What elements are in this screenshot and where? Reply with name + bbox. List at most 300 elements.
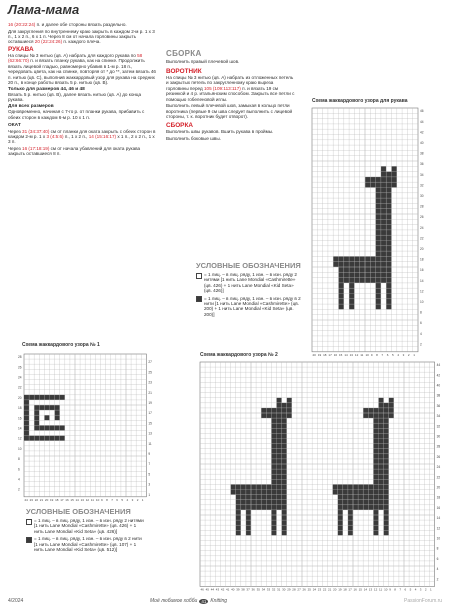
dark-cell <box>343 495 348 500</box>
row-number: 46 <box>420 109 424 114</box>
dark-cell <box>39 395 44 400</box>
dark-cell <box>389 413 394 418</box>
dark-cell <box>363 505 368 510</box>
dark-cell <box>379 474 384 479</box>
column-number: 24 <box>24 497 28 502</box>
dark-cell <box>353 505 358 510</box>
row-number: 12 <box>18 436 22 441</box>
row-number: 16 <box>420 268 424 273</box>
sleeve-chart-title: Схема жаккардового узора для рукава <box>312 98 408 104</box>
column-number: 30 <box>282 587 286 592</box>
dark-cell <box>277 484 282 489</box>
dark-cell <box>246 525 251 530</box>
dark-cell <box>277 505 282 510</box>
dark-cell <box>246 530 251 535</box>
size-numbers: 58 (62:66:70) <box>8 53 143 64</box>
dark-cell <box>55 425 60 430</box>
dark-cell <box>389 408 394 413</box>
dark-cell <box>256 490 261 495</box>
dark-cell <box>373 479 378 484</box>
column-number: 14 <box>75 497 79 502</box>
row-number: 16 <box>436 505 441 510</box>
dark-cell <box>381 166 386 171</box>
dark-cell <box>277 459 282 464</box>
dark-cell <box>29 395 34 400</box>
dark-cell <box>379 495 384 500</box>
dark-cell <box>349 272 354 277</box>
dark-cell <box>381 272 386 277</box>
dark-cell <box>339 278 344 283</box>
dark-cell <box>271 423 276 428</box>
dark-cell <box>246 484 251 489</box>
column-number: 18 <box>343 587 347 592</box>
dark-cell <box>379 490 384 495</box>
dark-cell <box>348 490 353 495</box>
dark-cell <box>251 490 256 495</box>
dark-cell <box>353 490 358 495</box>
column-number: 24 <box>312 587 317 592</box>
dark-cell <box>282 495 287 500</box>
dark-cell <box>381 256 386 261</box>
dark-cell <box>386 198 391 203</box>
column-number: 39 <box>236 587 240 592</box>
dark-cell <box>386 225 391 230</box>
column-number: 32 <box>271 587 276 592</box>
dark-cell <box>384 495 389 500</box>
column-number: 5 <box>409 587 412 592</box>
dark-cell <box>386 283 391 288</box>
dark-cell <box>282 423 287 428</box>
row-number: 36 <box>436 403 441 408</box>
dark-cell <box>271 500 276 505</box>
row-number: 2 <box>420 342 422 347</box>
column-number: 29 <box>287 587 291 592</box>
dark-cell <box>282 439 287 444</box>
column-number: 36 <box>251 587 255 592</box>
dark-cell <box>344 256 349 261</box>
dark-cell <box>344 278 349 283</box>
row-number: 44 <box>420 119 424 124</box>
dark-cell <box>282 479 287 484</box>
dark-cell <box>271 454 276 459</box>
dark-cell <box>379 444 384 449</box>
dark-cell <box>236 510 241 515</box>
dark-cell <box>231 484 236 489</box>
sleeves-heading: РУКАВА <box>8 46 34 53</box>
column-number: 2 <box>407 352 410 357</box>
row-number: 21 <box>148 390 152 395</box>
dark-cell <box>358 484 363 489</box>
dark-cell <box>349 256 354 261</box>
row-number: 14 <box>436 516 441 521</box>
dark-cell <box>44 395 49 400</box>
dark-cell <box>384 444 389 449</box>
row-number: 34 <box>420 172 424 177</box>
column-number: 4 <box>397 352 400 357</box>
row-number: 30 <box>436 434 441 439</box>
dark-cell <box>266 408 271 413</box>
dark-cell <box>236 495 241 500</box>
dark-cell <box>277 403 282 408</box>
dark-cell <box>368 490 373 495</box>
paragraph: Одновременно, начиная с 7-го р. от планки рукава, прибавить с обеих сторон в каждом 6-м р. 10 х 1 п. <box>8 109 145 120</box>
dark-cell <box>348 520 353 525</box>
column-number: 3 <box>131 497 134 502</box>
left-text-column <box>8 22 156 158</box>
dark-cell <box>261 490 266 495</box>
dark-cell <box>376 177 381 182</box>
magazine-name: Моё любимое хобби <box>150 598 198 604</box>
dark-cell <box>343 490 348 495</box>
legend-text: = 1 лиц. – в лиц. ряду, 1 изн. – в изн. ряду 2 нитями [1 нить Lane Mondial «Cashmirette» (цв. 426) + 1 нить Lane Mondial «Kid Seta» (цв. 426)] <box>204 272 297 294</box>
dark-cell <box>282 469 287 474</box>
dark-cell <box>24 410 29 415</box>
row-number: 7 <box>148 462 151 467</box>
dark-cell <box>241 500 246 505</box>
dark-cell <box>282 403 287 408</box>
dark-cell <box>376 235 381 240</box>
column-number: 1 <box>430 587 432 592</box>
dark-cell <box>376 294 381 299</box>
dark-cell <box>256 484 261 489</box>
dark-cell <box>271 444 276 449</box>
column-number: 3 <box>402 352 405 357</box>
dark-cell <box>277 454 282 459</box>
dark-cell <box>236 490 241 495</box>
dark-cell <box>333 256 338 261</box>
dark-cell <box>333 262 338 267</box>
column-number: 22 <box>322 587 327 592</box>
column-number: 7 <box>381 352 384 357</box>
column-number: 6 <box>386 352 389 357</box>
dark-cell <box>392 172 397 177</box>
dark-cell <box>365 272 370 277</box>
dark-cell <box>370 177 375 182</box>
dark-cell <box>271 464 276 469</box>
dark-cell <box>384 525 389 530</box>
dark-cell <box>251 484 256 489</box>
column-number: 19 <box>317 352 322 357</box>
dark-cell <box>381 214 386 219</box>
dark-cell <box>354 262 359 267</box>
dark-cell <box>368 413 373 418</box>
dark-cell <box>348 510 353 515</box>
dark-cell <box>338 500 343 505</box>
dark-cell <box>24 395 29 400</box>
dark-cell <box>55 395 60 400</box>
dark-cell <box>360 272 365 277</box>
dark-cell <box>373 490 378 495</box>
dark-cell <box>379 413 384 418</box>
dark-cell <box>379 408 384 413</box>
dark-cell <box>354 278 359 283</box>
dark-cell <box>368 495 373 500</box>
dark-cell <box>60 436 65 441</box>
dark-cell <box>50 405 55 410</box>
row-number: 30 <box>420 194 424 199</box>
dark-cell <box>381 203 386 208</box>
dark-cell <box>333 490 338 495</box>
text: На спицы № 3 нитью (цв. А) набрать из отложенных петель и закрытых петель по закругленному краю выреза горловины перед <box>166 74 294 91</box>
dark-cell <box>348 505 353 510</box>
paragraph: Выполнить боковые швы. <box>166 135 221 141</box>
dark-cell <box>386 288 391 293</box>
row-number: 24 <box>436 465 441 470</box>
column-number: 5 <box>121 497 124 502</box>
dark-cell <box>373 500 378 505</box>
dark-cell <box>271 479 276 484</box>
column-number: 31 <box>277 587 281 592</box>
column-number: 33 <box>266 587 271 592</box>
dark-cell <box>261 500 266 505</box>
dark-cell <box>360 278 365 283</box>
dark-cell <box>384 464 389 469</box>
column-number: 10 <box>95 497 100 502</box>
dark-cell <box>373 525 378 530</box>
dark-cell <box>271 449 276 454</box>
dark-cell <box>384 505 389 510</box>
dark-cell <box>24 415 29 420</box>
dark-cell <box>287 403 292 408</box>
dark-cell <box>338 515 343 520</box>
dark-cell <box>381 225 386 230</box>
dark-cell <box>251 505 256 510</box>
dark-cell <box>384 459 389 464</box>
text: Через <box>8 146 23 152</box>
dark-cell <box>271 525 276 530</box>
dark-cell <box>376 241 381 246</box>
dark-cell <box>277 423 282 428</box>
dark-cell <box>379 398 384 403</box>
dark-cell <box>373 495 378 500</box>
dark-cell <box>365 177 370 182</box>
dark-cell <box>379 403 384 408</box>
dark-cell <box>261 408 266 413</box>
dark-cell <box>381 278 386 283</box>
dark-cell <box>386 209 391 214</box>
dark-cell <box>381 209 386 214</box>
dark-cell <box>363 495 368 500</box>
dark-cell <box>246 515 251 520</box>
row-number: 15 <box>148 421 152 426</box>
legend-text: = 1 лиц. – в лиц. ряду, 1 изн. – в изн. ряду в 2 нити [1 нить Lane Mondial «Cashmirette» (цв. 107) + 1 нить Lane Mondial «Kid Seta» (цв. 512)] <box>34 536 142 553</box>
row-number: 4 <box>436 567 439 572</box>
dark-cell <box>55 415 60 420</box>
dark-cell <box>349 299 354 304</box>
column-number: 46 <box>200 587 204 592</box>
dark-cell <box>370 262 375 267</box>
dark-cell <box>376 230 381 235</box>
dark-cell <box>384 454 389 459</box>
text: п. и далее обе стороны вязать раздельно. <box>35 22 127 27</box>
dark-cell <box>261 495 266 500</box>
column-number: 19 <box>338 587 342 592</box>
dark-cell <box>376 225 381 230</box>
middle-text-column <box>166 50 296 143</box>
text: Для закругления по внутреннему краю закрыть в каждом 2-м р. 1 х 3 п., 1 х 2 п., 6 х 1 п. Через 8 см от начала горловины закрыть оставшиеся <box>8 28 155 45</box>
dark-cell <box>386 304 391 309</box>
dark-cell <box>373 484 378 489</box>
column-number: 41 <box>226 587 230 592</box>
dark-cell <box>39 436 44 441</box>
dark-cell <box>277 408 282 413</box>
dark-cell <box>381 267 386 272</box>
dark-cell <box>236 520 241 525</box>
column-number: 9 <box>101 497 103 502</box>
dark-cell <box>381 193 386 198</box>
dark-cell <box>381 230 386 235</box>
dark-cell <box>338 510 343 515</box>
column-number: 9 <box>370 352 373 357</box>
dark-cell <box>386 241 391 246</box>
dark-cell <box>373 515 378 520</box>
row-number: 24 <box>18 375 22 380</box>
dark-cell <box>277 464 282 469</box>
dark-cell <box>266 484 271 489</box>
dark-cell <box>376 304 381 309</box>
dark-cell <box>60 425 65 430</box>
dark-cell <box>373 413 378 418</box>
dark-cell <box>256 500 261 505</box>
dark-cell <box>339 299 344 304</box>
dark-cell <box>373 433 378 438</box>
dark-cell <box>39 425 44 430</box>
dark-cell <box>373 454 378 459</box>
dark-cell <box>363 500 368 505</box>
dark-cell <box>381 182 386 187</box>
dark-cell <box>384 469 389 474</box>
dark-cell <box>282 408 287 413</box>
dark-cell <box>365 267 370 272</box>
dark-cell <box>277 428 282 433</box>
dark-cell <box>282 490 287 495</box>
dark-cell <box>349 278 354 283</box>
light-cell-icon <box>26 519 32 525</box>
dark-cell <box>386 230 391 235</box>
row-number: 19 <box>148 400 152 405</box>
row-number: 44 <box>436 363 441 368</box>
dark-cell <box>50 436 55 441</box>
dark-cell <box>373 418 378 423</box>
dark-cell <box>348 500 353 505</box>
dark-cell <box>370 272 375 277</box>
dark-cell <box>379 449 384 454</box>
dark-cell <box>349 288 354 293</box>
column-number: 20 <box>333 587 337 592</box>
dark-cell <box>282 454 287 459</box>
row-number: 42 <box>420 130 424 135</box>
dark-cell <box>241 505 246 510</box>
dark-cell <box>354 256 359 261</box>
row-number: 23 <box>148 380 152 385</box>
size-numbers: 16 (17:18:19) <box>22 146 50 152</box>
dark-cell <box>379 454 384 459</box>
dark-cell <box>277 413 282 418</box>
row-number: 24 <box>420 225 424 230</box>
dark-cell <box>277 444 282 449</box>
dark-cell <box>339 267 344 272</box>
dark-cell <box>261 505 266 510</box>
dark-cell <box>277 490 282 495</box>
text: п. каждого плеча. <box>62 39 101 45</box>
dark-cell <box>389 403 394 408</box>
dark-cell <box>373 423 378 428</box>
row-number: 25 <box>148 370 152 375</box>
dark-cell <box>386 172 391 177</box>
dark-cell <box>370 182 375 187</box>
dark-cell <box>241 495 246 500</box>
dark-cell <box>348 530 353 535</box>
text: см от начала убавлений для оката рукава закрыть оставшиеся 8 п. <box>8 146 141 157</box>
dark-cell <box>384 403 389 408</box>
column-number: 7 <box>399 587 402 592</box>
row-number: 18 <box>420 257 424 262</box>
dark-cell <box>384 530 389 535</box>
dark-cell <box>379 505 384 510</box>
row-number: 28 <box>420 204 424 209</box>
dark-cell <box>246 490 251 495</box>
light-cell-icon <box>196 273 202 279</box>
legend-item <box>196 272 302 294</box>
dark-cell <box>339 283 344 288</box>
dark-cell <box>348 495 353 500</box>
row-number: 5 <box>148 472 151 477</box>
dark-cell <box>376 219 381 224</box>
row-number: 10 <box>436 536 441 541</box>
dark-cell <box>282 413 287 418</box>
row-number: 28 <box>436 444 441 449</box>
dark-cell <box>358 490 363 495</box>
dark-cell <box>370 256 375 261</box>
dark-cell <box>282 500 287 505</box>
dark-cell <box>282 433 287 438</box>
dark-cell <box>282 444 287 449</box>
dark-cell <box>386 177 391 182</box>
dark-cell <box>282 449 287 454</box>
dark-cell <box>271 408 276 413</box>
dark-cell <box>44 436 49 441</box>
dark-cell <box>282 525 287 530</box>
column-number: 19 <box>50 497 54 502</box>
column-number: 11 <box>379 587 383 592</box>
dark-cell <box>34 395 39 400</box>
dark-cell <box>353 495 358 500</box>
paragraph <box>8 53 156 85</box>
column-number: 37 <box>246 587 250 592</box>
dark-cell <box>386 278 391 283</box>
dark-cell <box>360 262 365 267</box>
dark-cell <box>55 436 60 441</box>
dark-cell <box>373 459 378 464</box>
dark-cell <box>282 505 287 510</box>
dark-cell <box>386 267 391 272</box>
dark-cell <box>360 267 365 272</box>
dark-cell <box>381 198 386 203</box>
dark-cell <box>373 520 378 525</box>
dark-cell <box>266 413 271 418</box>
dark-cell <box>392 177 397 182</box>
row-number: 4 <box>420 331 422 336</box>
dark-cell <box>282 464 287 469</box>
dark-cell <box>339 294 344 299</box>
column-number: 2 <box>136 497 139 502</box>
dark-cell <box>376 251 381 256</box>
row-number: 27 <box>148 360 152 365</box>
paragraph: Выполнить швы рукавов. Вшить рукава в проймы. <box>166 129 274 135</box>
dark-cell <box>365 278 370 283</box>
dark-cell <box>261 484 266 489</box>
dark-cell <box>246 510 251 515</box>
